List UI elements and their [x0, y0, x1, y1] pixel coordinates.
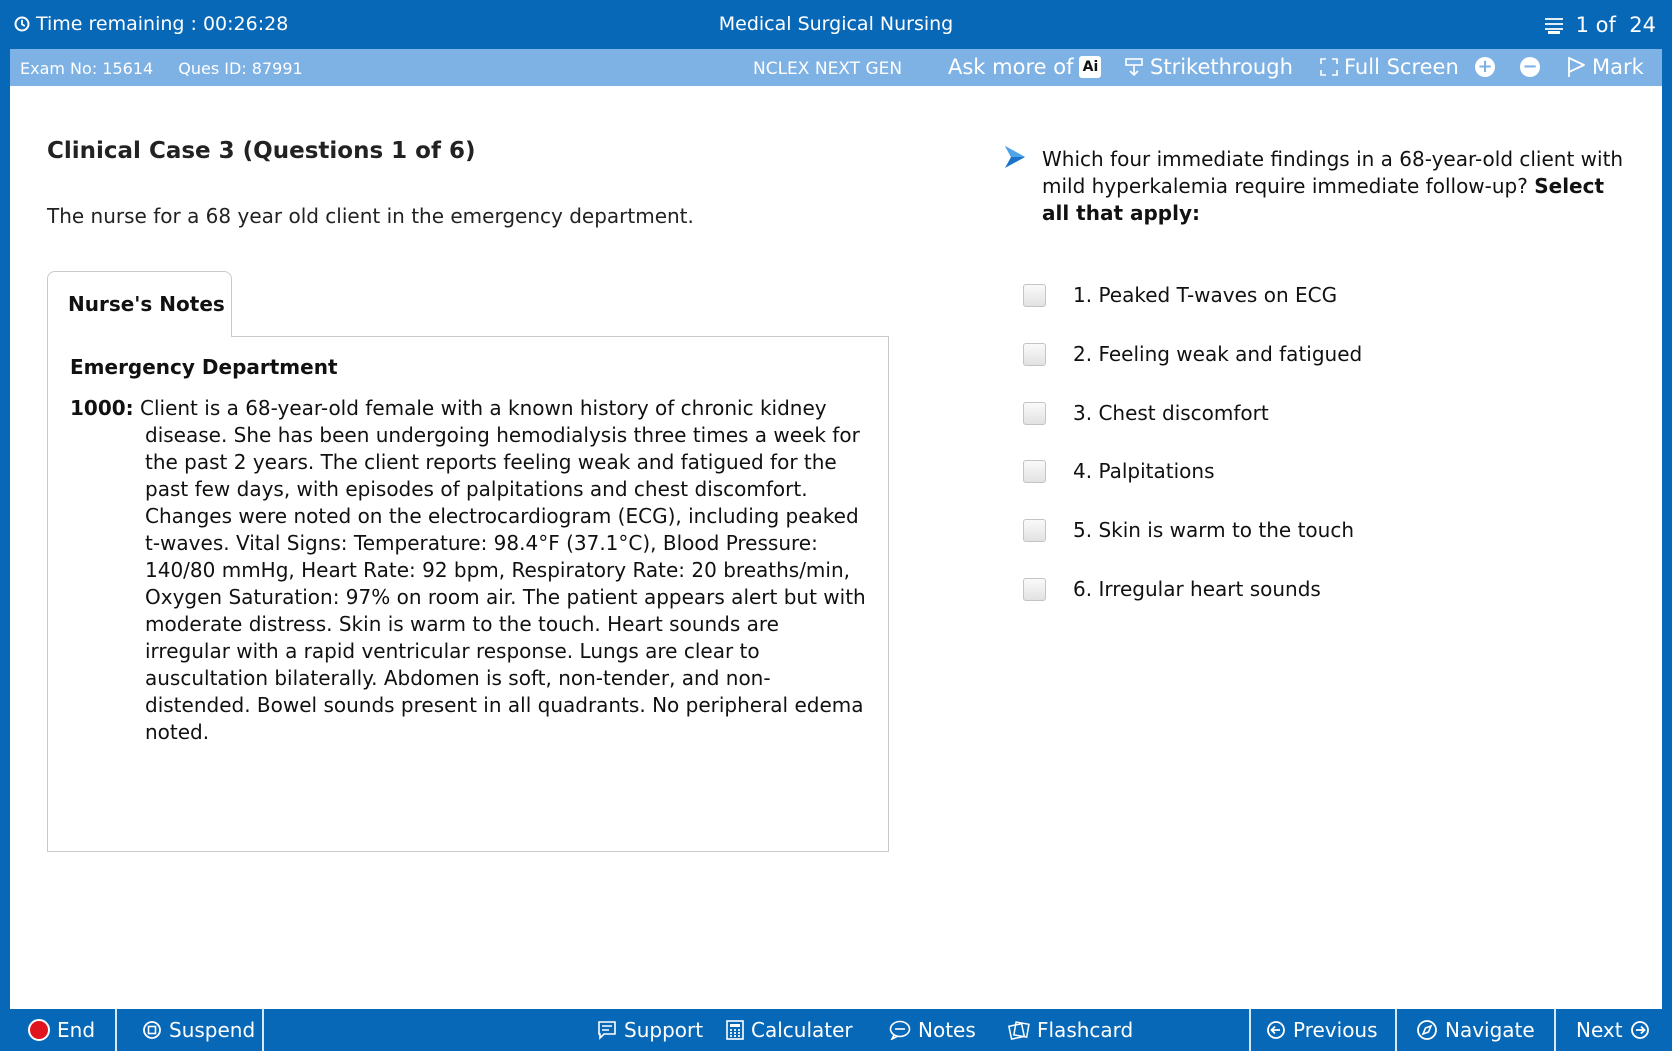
exam-type: NCLEX NEXT GEN [753, 59, 903, 79]
divider [1249, 1009, 1251, 1051]
calculator-button[interactable] [726, 1009, 853, 1051]
divider [115, 1009, 117, 1051]
question-stem: Which four immediate findings in a 68-year-old client with mild hyperkalemia require immediate follow-up? [1042, 147, 1624, 198]
flashcard-button[interactable] [1008, 1009, 1133, 1051]
ask-ai-button[interactable] [948, 55, 1101, 79]
ask-ai-label: Ask more of [948, 55, 1074, 79]
option-1[interactable] [1023, 283, 1337, 307]
chat-icon [597, 1020, 617, 1040]
case-intro: The nurse for a 68 year old client in the emergency department. [47, 204, 694, 228]
stop-icon [28, 1019, 50, 1041]
divider [1554, 1009, 1556, 1051]
divider [262, 1009, 264, 1051]
bottom-bar [10, 1009, 1662, 1051]
support-button[interactable] [597, 1009, 703, 1051]
list-icon[interactable] [1542, 14, 1566, 36]
navigate-button[interactable] [1416, 1009, 1535, 1051]
mark-label: Mark [1592, 55, 1644, 79]
question-instruction: Select all that apply: [1042, 174, 1605, 225]
option-checkbox[interactable] [1023, 519, 1046, 542]
strikethrough-button[interactable] [1124, 55, 1293, 79]
option-checkbox[interactable] [1023, 402, 1046, 425]
zoom-out-icon[interactable]: − [1520, 57, 1540, 77]
previous-label: Previous [1293, 1018, 1378, 1042]
mark-button[interactable] [1566, 55, 1644, 79]
pause-icon [142, 1020, 162, 1040]
option-3[interactable] [1023, 401, 1269, 425]
timer-label: Time remaining : 00:26:28 [36, 13, 289, 35]
option-6[interactable] [1023, 577, 1321, 601]
option-5[interactable] [1023, 518, 1354, 542]
counter-label: 1 of 24 [1575, 13, 1656, 37]
navigate-label: Navigate [1445, 1018, 1535, 1042]
option-label: 6. Irregular heart sounds [1073, 577, 1321, 601]
option-4[interactable] [1023, 459, 1215, 483]
fullscreen-icon [1320, 58, 1338, 76]
option-label: 4. Palpitations [1073, 459, 1215, 483]
arrow-left-icon [1266, 1020, 1286, 1040]
option-label: 3. Chest discomfort [1073, 401, 1269, 425]
strikethrough-icon [1124, 57, 1144, 77]
notes-label: Notes [918, 1018, 976, 1042]
flashcard-icon [1008, 1020, 1030, 1040]
end-label: End [57, 1018, 96, 1042]
notes-text: Client is a 68-year-old female with a known history of chronic kidney disease. She has been undergoing hemodialysis three times a week for the past 2 years. The client reports feeling weak and fatigued for the past few days, with episodes of palpitations and chest discomfort. Changes were noted on the electrocardiogram (ECG), including peaked t-waves. Vital Signs: Temperature: 98.4°F (37.1°C), Blood Pressure: 140/80 mmHg, Heart Rate: 92 bpm, Respiratory Rate: 20 breaths/min, Oxygen Saturation: 97% on room air. The patient appears alert but with moderate distress. Skin is warm to the touch. Heart sounds are irregular with a rapid ventricular response. Lungs are clear to auscultation bilaterally. Abdomen is soft, non-tender, and non-distended. Bowel sounds present in all quadrants. No peripheral edema noted. [140, 396, 866, 744]
strikethrough-label: Strikethrough [1150, 55, 1293, 79]
clock-icon [14, 16, 30, 32]
option-checkbox[interactable] [1023, 578, 1046, 601]
support-label: Support [624, 1018, 704, 1042]
arrow-right-icon [1630, 1020, 1650, 1040]
option-label: 5. Skin is warm to the touch [1073, 518, 1355, 542]
option-label: 1. Peaked T-waves on ECG [1073, 283, 1338, 307]
ai-badge: Ai [1079, 56, 1101, 78]
suspend-button[interactable] [142, 1009, 255, 1051]
question-text [1042, 146, 1632, 227]
flag-icon [1566, 56, 1586, 78]
app-title: Medical Surgical Nursing [718, 13, 954, 35]
option-checkbox[interactable] [1023, 460, 1046, 483]
calculator-label: Calculater [751, 1018, 853, 1042]
option-2[interactable] [1023, 342, 1362, 366]
fullscreen-label: Full Screen [1344, 55, 1459, 79]
notes-heading: Emergency Department [70, 355, 338, 379]
nurses-notes-panel [47, 336, 889, 852]
fullscreen-button[interactable] [1320, 55, 1459, 79]
next-button[interactable] [1576, 1009, 1650, 1051]
end-button[interactable] [28, 1009, 95, 1051]
flashcard-label: Flashcard [1037, 1018, 1134, 1042]
calculator-icon [726, 1020, 744, 1040]
divider [1395, 1009, 1397, 1051]
tab-nurses-notes[interactable] [47, 271, 232, 337]
suspend-label: Suspend [169, 1018, 256, 1042]
arrow-icon [1003, 144, 1027, 170]
tab-label: Nurse's Notes [68, 292, 225, 316]
compass-icon [1416, 1019, 1438, 1041]
zoom-in-icon[interactable]: + [1475, 57, 1495, 77]
notes-time: 1000: [70, 396, 134, 420]
speech-bubble-icon [889, 1020, 911, 1040]
top-bar [0, 0, 1672, 49]
previous-button[interactable] [1266, 1009, 1378, 1051]
notes-button[interactable] [889, 1009, 976, 1051]
sub-bar [10, 49, 1662, 86]
option-checkbox[interactable] [1023, 343, 1046, 366]
option-label: 2. Feeling weak and fatigued [1073, 342, 1363, 366]
question-id: Ques ID: 87991 [178, 59, 303, 78]
next-label: Next [1576, 1018, 1623, 1042]
timer [14, 13, 288, 35]
option-checkbox[interactable] [1023, 284, 1046, 307]
question-counter [1542, 13, 1656, 37]
exam-number: Exam No: 15614 [20, 59, 154, 78]
notes-entry [70, 395, 870, 746]
main-content [10, 86, 1662, 1009]
case-title: Clinical Case 3 (Questions 1 of 6) [47, 138, 476, 164]
